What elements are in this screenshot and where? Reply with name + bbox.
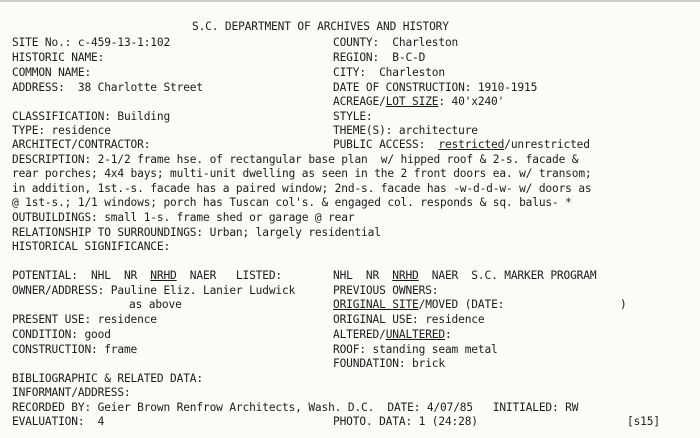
public-access-restricted: restricted bbox=[438, 138, 505, 151]
owner-address: OWNER/ADDRESS: Pauline Eliz. Lanier Ludwick bbox=[12, 284, 296, 297]
recorded-by: RECORDED BY: Geier Brown Renfrow Architects, Wash. D.C. DATE: 4/07/85 INITIALED: RW bbox=[12, 401, 579, 414]
outbuildings: OUTBUILDINGS: small 1-s. frame shed or garage @ rear bbox=[12, 211, 355, 224]
themes: THEME(S): architecture bbox=[333, 124, 478, 137]
style: STYLE: bbox=[333, 110, 373, 123]
acreage-label: ACREAGE/ bbox=[333, 95, 386, 108]
historical-significance: HISTORICAL SIGNIFICANCE: bbox=[12, 240, 171, 253]
description-line: DESCRIPTION: 2-1/2 frame hse. of rectangular base plan w/ hipped roof & 2-s. facade & bbox=[12, 153, 579, 166]
lot-size-value: : 40'x240' bbox=[438, 95, 505, 108]
address: ADDRESS: 38 Charlotte Street bbox=[12, 81, 203, 94]
condition: CONDITION: good bbox=[12, 328, 111, 341]
potential bbox=[12, 269, 282, 283]
potential-nrhd: NRHD bbox=[150, 269, 177, 282]
listed-nrhd: NRHD bbox=[392, 269, 419, 282]
description-line: @ 1st-s.; 1/1 windows; porch has Tuscan col's. & engaged col. responds & sq. balus- * bbox=[12, 196, 572, 209]
type: TYPE: residence bbox=[12, 124, 111, 137]
moved-date-close: ) bbox=[620, 298, 627, 311]
description-line: in addition, 1st.-s. facade has a paired window; 2nd-s. facade has -w-d-d-w- w/ doors as bbox=[12, 182, 592, 195]
potential-label: POTENTIAL: NHL NR bbox=[12, 269, 151, 282]
region: REGION: B-C-D bbox=[333, 51, 426, 64]
public-access-rest: /unrestricted bbox=[504, 138, 590, 151]
bibliographic-data: BIBLIOGRAPHIC & RELATED DATA: bbox=[12, 372, 203, 385]
foundation: FOUNDATION: brick bbox=[333, 357, 445, 370]
public-access bbox=[333, 138, 590, 152]
owner-address-line2: as above bbox=[129, 298, 182, 311]
previous-owners: PREVIOUS OWNERS: bbox=[333, 284, 439, 297]
classification: CLASSIFICATION: Building bbox=[12, 110, 171, 123]
listed bbox=[333, 269, 596, 283]
public-access-label: PUBLIC ACCESS: bbox=[333, 138, 439, 151]
site-number: SITE No.: c-459-13-1:102 bbox=[12, 36, 171, 49]
date-of-construction: DATE OF CONSTRUCTION: 1910-1915 bbox=[333, 81, 538, 94]
lot-size-label: LOT SIZE bbox=[385, 95, 439, 108]
original-use: ORIGINAL USE: residence bbox=[333, 313, 485, 326]
county: COUNTY: Charleston bbox=[333, 36, 459, 49]
photo-data: PHOTO. DATA: 1 (24:28) bbox=[333, 415, 478, 428]
card-title: S.C. DEPARTMENT OF ARCHIVES AND HISTORY bbox=[192, 20, 449, 33]
listed-nhl-nr: NHL NR bbox=[333, 269, 393, 282]
altered-unaltered bbox=[333, 328, 452, 342]
description-line: rear porches; 4x4 bays; multi-unit dwelling as seen in the 2 front doors ea. w/ transom; bbox=[12, 167, 592, 180]
card-code: [s15] bbox=[627, 415, 660, 428]
city: CITY: Charleston bbox=[333, 66, 445, 79]
altered-colon: : bbox=[444, 328, 452, 341]
common-name: COMMON NAME: bbox=[12, 66, 92, 79]
moved-date: /MOVED (DATE: bbox=[418, 298, 505, 311]
construction: CONSTRUCTION: frame bbox=[12, 343, 138, 356]
listed-rest: NAER S.C. MARKER PROGRAM bbox=[418, 269, 597, 282]
relationship-to-surroundings: RELATIONSHIP TO SURROUNDINGS: Urban; largely residential bbox=[12, 226, 381, 239]
roof: ROOF: standing seam metal bbox=[333, 343, 498, 356]
potential-naer-listed: NAER LISTED: bbox=[176, 269, 283, 282]
original-site-label: ORIGINAL SITE bbox=[333, 298, 419, 311]
acreage-lot-size bbox=[333, 95, 504, 109]
architect-contractor: ARCHITECT/CONTRACTOR: bbox=[12, 138, 151, 151]
altered-label: ALTERED/ bbox=[333, 328, 386, 341]
evaluation: EVALUATION: 4 bbox=[12, 415, 105, 428]
historic-name: HISTORIC NAME: bbox=[12, 51, 105, 64]
informant-address: INFORMANT/ADDRESS: bbox=[12, 386, 131, 399]
original-site-moved bbox=[333, 298, 504, 312]
present-use: PRESENT USE: residence bbox=[12, 313, 157, 326]
unaltered-label: UNALTERED bbox=[385, 328, 445, 341]
